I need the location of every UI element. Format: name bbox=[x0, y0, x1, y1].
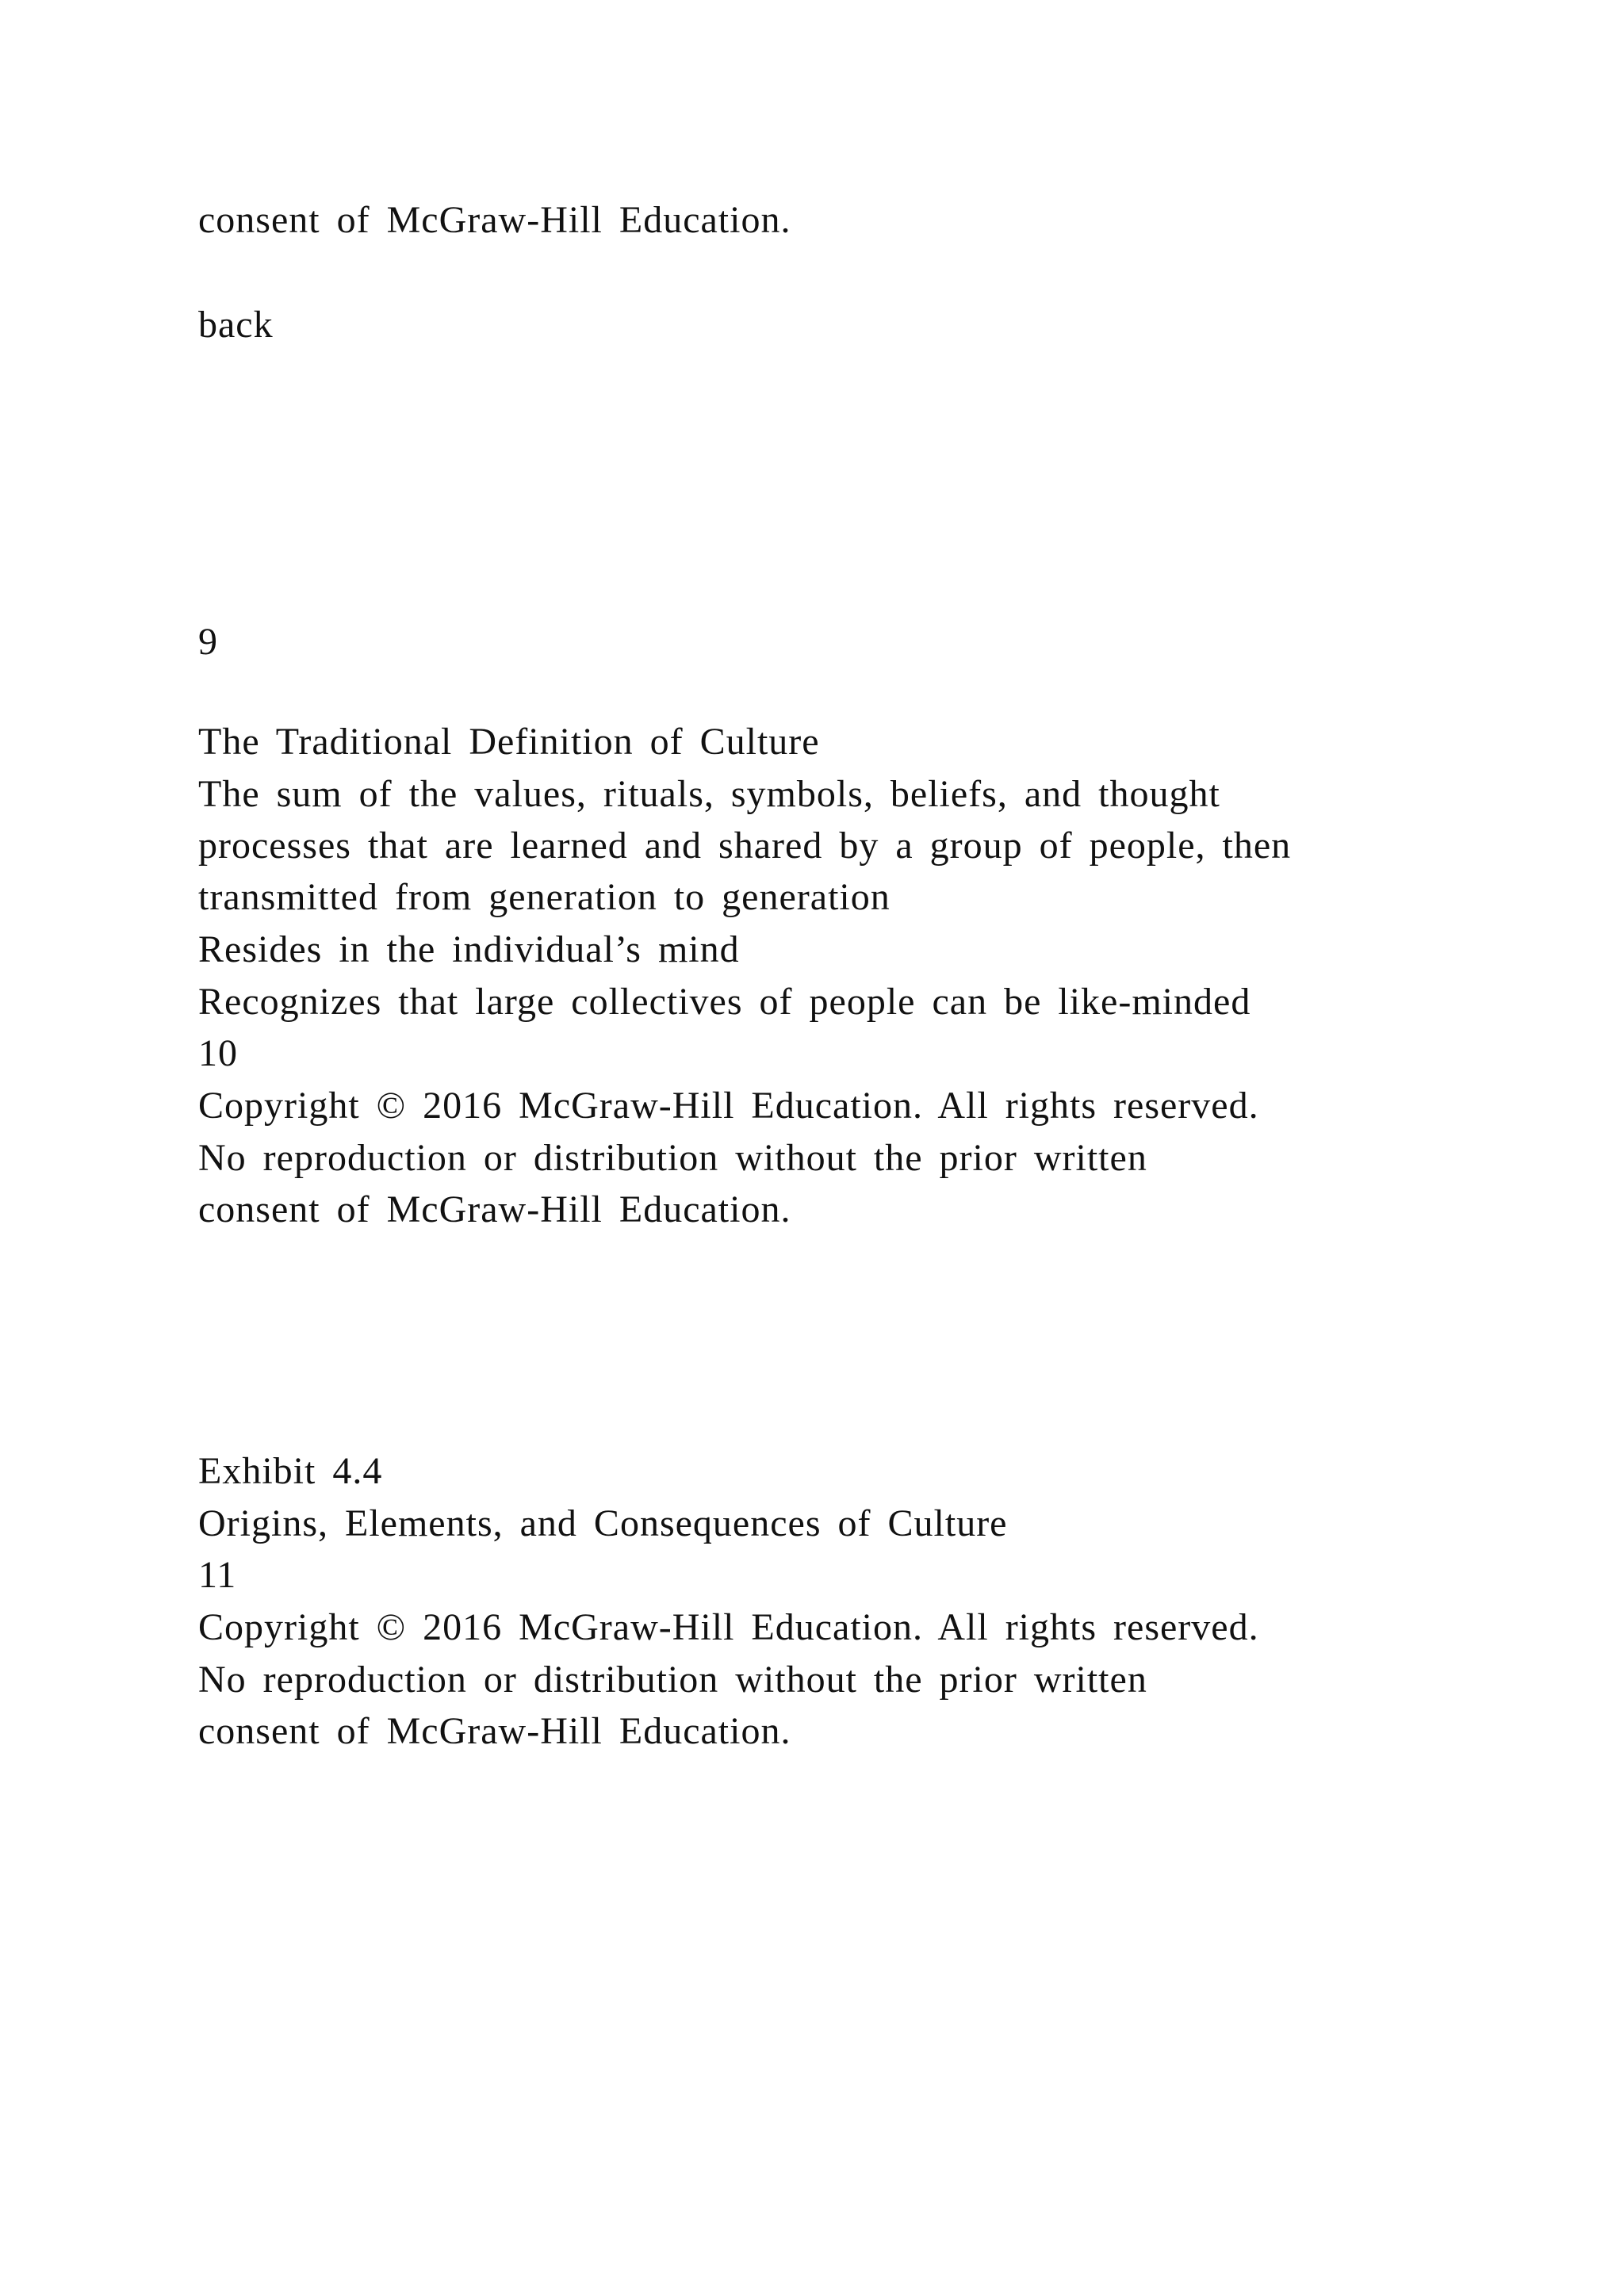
exhibit-label: Exhibit 4.4 bbox=[198, 1450, 383, 1492]
back-text: back bbox=[198, 304, 274, 346]
body-line-2: processes that are learned and shared by a group of people, then bbox=[198, 825, 1292, 867]
copyright-line-1: Copyright © 2016 McGraw-Hill Education. All rights reserved. bbox=[198, 1606, 1259, 1648]
body-line-1: The sum of the values, rituals, symbols, beliefs, and thought bbox=[198, 773, 1220, 815]
copyright-line-2: No reproduction or distribution without the prior written bbox=[198, 1137, 1147, 1179]
copyright-line-1: Copyright © 2016 McGraw-Hill Education. All rights reserved. bbox=[198, 1085, 1259, 1127]
copyright-line-3: consent of McGraw-Hill Education. bbox=[198, 1188, 791, 1230]
slide-number-9: 9 bbox=[198, 621, 218, 663]
slide-heading: The Traditional Definition of Culture bbox=[198, 721, 820, 763]
consent-line: consent of McGraw-Hill Education. bbox=[198, 199, 791, 241]
slide-number-10: 10 bbox=[198, 1032, 238, 1074]
exhibit-title: Origins, Elements, and Consequences of Culture bbox=[198, 1502, 1008, 1544]
copyright-line-3: consent of McGraw-Hill Education. bbox=[198, 1710, 791, 1752]
body-line-3: transmitted from generation to generation bbox=[198, 876, 891, 918]
body-line-4: Resides in the individual’s mind bbox=[198, 928, 740, 970]
body-line-5: Recognizes that large collectives of people can be like-minded bbox=[198, 981, 1251, 1023]
slide-number-11: 11 bbox=[198, 1554, 237, 1596]
copyright-line-2: No reproduction or distribution without the prior written bbox=[198, 1659, 1147, 1701]
